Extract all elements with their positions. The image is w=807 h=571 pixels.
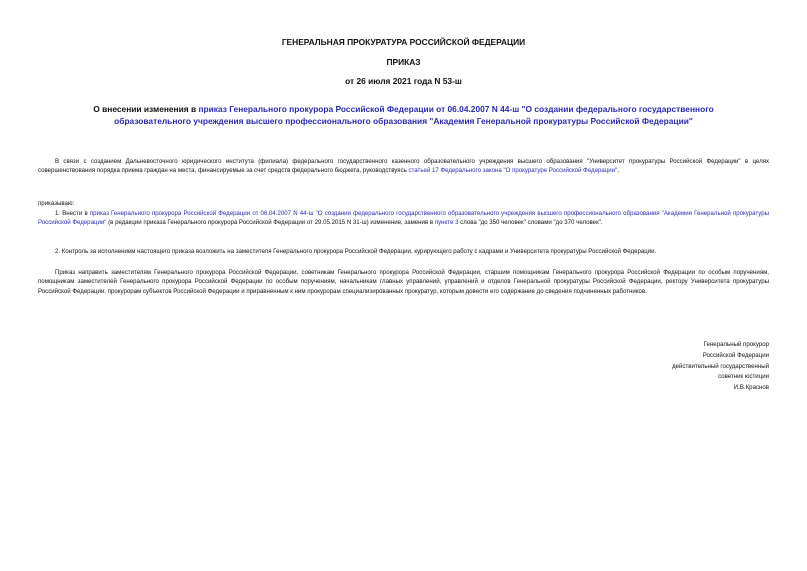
preamble-paragraph (38, 157, 769, 176)
signature-line-3: действительный государственный (672, 362, 769, 370)
date-number-heading: от 26 июля 2021 года N 53-ш (345, 76, 462, 86)
document-title (60, 104, 747, 127)
signature-line-5: И.В.Краснов (733, 384, 769, 392)
order-word: приказываю: (38, 200, 75, 207)
signature-line-4: советник юстиции (718, 373, 769, 381)
organization-heading: ГЕНЕРАЛЬНАЯ ПРОКУРАТУРА РОССИЙСКОЙ ФЕДЕРАЦИИ (281, 37, 526, 47)
document-type-heading: ПРИКАЗ (386, 57, 421, 67)
clause-1-middle: (в редакции приказа Генерального прокурора Российской Федерации от 29.05.2015 N 31-ш) изменение, заменив в (106, 219, 435, 227)
title-prefix: О внесении изменения в (93, 104, 199, 114)
clause-1-order-link[interactable]: приказ Генерального прокурора Российской Федерации от 06.04.2007 N 44-ш "О создании федерального государственного образовательного учреждения высшего профессионального образования "Академия Генеральной прокуратуры Российской Федерации" (38, 210, 769, 227)
clause-1-paragraph (38, 209, 769, 228)
preamble-end: , (617, 167, 619, 175)
law-article-link[interactable]: статьей 17 Федерального закона "О прокуратуре Российской Федерации" (408, 167, 618, 175)
signature-block (672, 340, 769, 394)
clause-1-end: слова "до 350 человек" словами "до 370 человек". (458, 219, 603, 227)
clause-2-paragraph: 2. Контроль за исполнением настоящего приказа возложить на заместителя Генерального прокурора Российской Федерации, курирующего работу с кадрами и Университета прокуратуры Российской Федерации. (55, 248, 657, 255)
clause-1-point-link[interactable]: пункте 3 (434, 219, 459, 227)
signature-line-1: Генеральный прокурор (703, 341, 769, 348)
clause-1-start: 1. Внести в (55, 210, 90, 217)
distribution-paragraph: Приказ направить заместителям Генерального прокурора Российской Федерации, советникам Генерального прокурора Российской Федерации, старшим помощникам Генерального прокурора Российской Федерации по особым поручениям, помощникам заместителей Генерального прокурора Российской Федерации по особым поручениям, начальникам главных управлений, управлений и отделов Генеральной прокуратуры Российской Федерации, ректору Университета прокуратуры Российской Федерации, прокурорам субъектов Российской Федерации и приравненным к ним прокурорам специализированных прокуратур, которым довести его содержание до сведения подчиненных работников. (38, 269, 769, 295)
signature-line-2: Российской Федерации (702, 351, 769, 359)
preamble-text: В связи с созданием Дальневосточного юридического института (филиала) федерального государственного казенного образовательного учреждения высшего образования "Университет прокуратуры Российской Федерации" в целях совершенствования порядка приема граждан на места, финансируемые за счет средств федерального бюджета, руководствуясь (38, 158, 769, 175)
title-order-link[interactable]: приказ Генерального прокурора Российской Федерации от 06.04.2007 N 44-ш "О создании федерального государственного образовательного учреждения высшего профессионального образования "Академия Генеральной прокуратуры Российской Федерации" (114, 104, 714, 126)
